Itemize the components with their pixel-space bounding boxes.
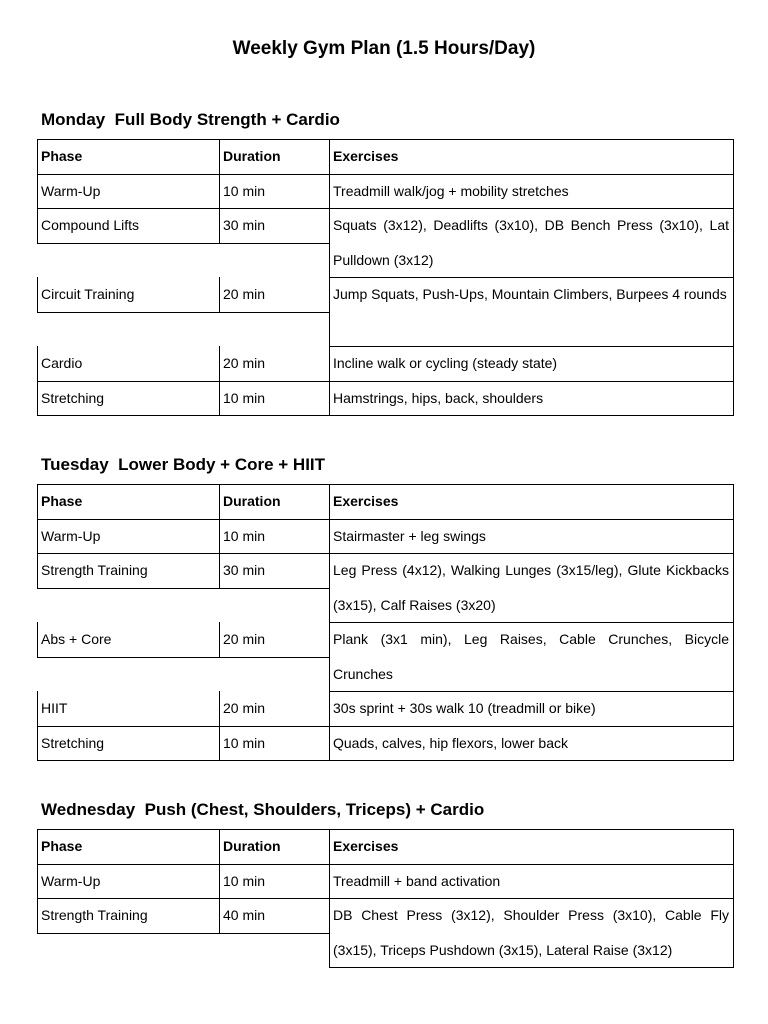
table-rule xyxy=(733,829,734,865)
table-rule xyxy=(37,519,38,555)
table-rule xyxy=(329,622,330,692)
table-rule xyxy=(329,898,330,968)
phase-cell: Cardio xyxy=(41,355,83,371)
workout-table xyxy=(37,139,733,415)
duration-cell: 10 min xyxy=(223,527,266,544)
table-rule xyxy=(37,415,330,416)
phase-cell: Warm-Up xyxy=(41,182,101,199)
table-rule xyxy=(329,484,330,520)
table-rule xyxy=(329,415,734,416)
table-rule xyxy=(219,519,220,555)
duration-cell: 20 min xyxy=(223,700,266,716)
table-rule xyxy=(733,174,734,210)
table-rule xyxy=(37,277,38,313)
table-rule xyxy=(219,622,220,658)
duration-cell: 20 min xyxy=(223,355,266,371)
table-rule xyxy=(219,864,220,900)
table-rule xyxy=(37,484,734,485)
table-rule xyxy=(37,139,38,175)
phase-cell: Compound Lifts xyxy=(41,217,140,233)
table-rule xyxy=(329,760,734,761)
day-section xyxy=(37,110,733,415)
table-rule xyxy=(733,519,734,555)
phase-cell: Strength Training xyxy=(41,907,148,923)
table-rule xyxy=(329,967,734,968)
exercises-cell: Leg Press (4x12), Walking Lunges (3x15/leg), Glute Kickbacks (3x15), Calf Raises (3x20) xyxy=(333,562,729,613)
phase-cell: Stretching xyxy=(41,389,105,406)
table-rule xyxy=(37,864,38,900)
exercises-cell: Treadmill + band activation xyxy=(333,872,501,889)
table-rule xyxy=(329,381,330,417)
table-rule xyxy=(37,588,330,589)
table-rule xyxy=(219,829,220,865)
table-rule xyxy=(329,346,330,382)
duration-cell: 10 min xyxy=(223,734,266,751)
exercises-cell: Squats (3x12), Deadlifts (3x10), DB Bench Press (3x10), Lat Pulldown (3x12) xyxy=(333,217,729,268)
exercises-cell: Hamstrings, hips, back, shoulders xyxy=(333,389,544,406)
column-header-exercises: Exercises xyxy=(333,838,399,854)
table-rule xyxy=(329,174,330,210)
table-rule xyxy=(733,898,734,968)
table-rule xyxy=(329,864,330,900)
day-section xyxy=(37,800,733,967)
document-title: Weekly Gym Plan (1.5 Hours/Day) xyxy=(232,38,536,59)
column-header-duration: Duration xyxy=(223,838,281,854)
day-heading: Wednesday Push (Chest, Shoulders, Triceps) + Cardio xyxy=(41,800,485,819)
exercises-cell: 30s sprint + 30s walk 10 (treadmill or bike) xyxy=(333,700,596,716)
duration-cell: 40 min xyxy=(223,907,266,923)
table-rule xyxy=(329,139,330,175)
exercises-cell: Incline walk or cycling (steady state) xyxy=(333,355,558,371)
exercises-cell: Quads, calves, hip flexors, lower back xyxy=(333,734,568,751)
table-rule xyxy=(37,208,38,244)
table-rule xyxy=(219,553,220,589)
duration-cell: 10 min xyxy=(223,872,266,889)
table-rule xyxy=(37,898,38,934)
table-rule xyxy=(733,208,734,278)
duration-cell: 20 min xyxy=(223,631,266,647)
duration-cell: 10 min xyxy=(223,389,266,406)
table-rule xyxy=(329,208,330,278)
table-rule xyxy=(37,243,330,244)
table-rule xyxy=(733,277,734,347)
exercises-cell: Jump Squats, Push-Ups, Mountain Climbers, Burpees 4 rounds xyxy=(333,286,727,302)
day-section xyxy=(37,455,733,760)
table-rule xyxy=(219,898,220,934)
table-rule xyxy=(329,277,330,347)
column-header-duration: Duration xyxy=(223,493,281,509)
table-rule xyxy=(37,622,38,658)
table-rule xyxy=(733,726,734,762)
table-rule xyxy=(37,484,38,520)
table-rule xyxy=(37,346,38,382)
table-rule xyxy=(37,933,330,934)
table-rule xyxy=(37,726,38,762)
workout-table xyxy=(37,829,733,967)
table-rule xyxy=(733,346,734,382)
table-rule xyxy=(37,312,330,313)
table-rule xyxy=(733,381,734,417)
exercises-cell: Treadmill walk/jog + mobility stretches xyxy=(333,182,569,199)
table-rule xyxy=(329,726,330,762)
table-rule xyxy=(219,726,220,762)
table-rule xyxy=(329,519,330,555)
workout-table xyxy=(37,484,733,760)
table-rule xyxy=(219,208,220,244)
column-header-exercises: Exercises xyxy=(333,148,399,164)
duration-cell: 30 min xyxy=(223,217,266,233)
column-header-exercises: Exercises xyxy=(333,493,399,509)
table-rule xyxy=(219,174,220,210)
table-rule xyxy=(37,829,38,865)
column-header-duration: Duration xyxy=(223,148,281,164)
phase-cell: Warm-Up xyxy=(41,527,101,544)
phase-cell: Strength Training xyxy=(41,562,148,578)
table-rule xyxy=(329,691,330,727)
table-rule xyxy=(37,760,330,761)
table-rule xyxy=(329,553,330,623)
table-rule xyxy=(329,829,330,865)
exercises-cell: Stairmaster + leg swings xyxy=(333,527,486,544)
table-rule xyxy=(37,657,330,658)
exercises-cell: DB Chest Press (3x12), Shoulder Press (3x10), Cable Fly (3x15), Triceps Pushdown (3x15), Lateral Raise (3x12) xyxy=(333,907,729,958)
table-rule xyxy=(733,484,734,520)
table-rule xyxy=(733,139,734,175)
duration-cell: 20 min xyxy=(223,286,266,302)
duration-cell: 30 min xyxy=(223,562,266,578)
table-rule xyxy=(37,829,734,830)
table-rule xyxy=(37,174,38,210)
phase-cell: Warm-Up xyxy=(41,872,101,889)
table-rule xyxy=(37,691,38,727)
table-rule xyxy=(733,622,734,692)
duration-cell: 10 min xyxy=(223,182,266,199)
day-heading: Tuesday Lower Body + Core + HIIT xyxy=(41,455,326,474)
column-header-phase: Phase xyxy=(41,493,83,509)
exercises-cell: Plank (3x1 min), Leg Raises, Cable Crunches, Bicycle Crunches xyxy=(333,631,729,682)
table-rule xyxy=(219,381,220,417)
table-rule xyxy=(37,381,38,417)
phase-cell: Abs + Core xyxy=(41,631,112,647)
table-rule xyxy=(733,864,734,900)
column-header-phase: Phase xyxy=(41,838,83,854)
table-rule xyxy=(733,691,734,727)
column-header-phase: Phase xyxy=(41,148,83,164)
day-heading: Monday Full Body Strength + Cardio xyxy=(41,110,340,129)
table-rule xyxy=(219,277,220,313)
phase-cell: HIIT xyxy=(41,700,68,716)
table-rule xyxy=(219,139,220,175)
table-rule xyxy=(37,553,38,589)
phase-cell: Circuit Training xyxy=(41,286,135,302)
table-rule xyxy=(219,691,220,727)
table-rule xyxy=(219,346,220,382)
phase-cell: Stretching xyxy=(41,734,105,751)
table-rule xyxy=(37,139,734,140)
table-rule xyxy=(733,553,734,623)
table-rule xyxy=(219,484,220,520)
